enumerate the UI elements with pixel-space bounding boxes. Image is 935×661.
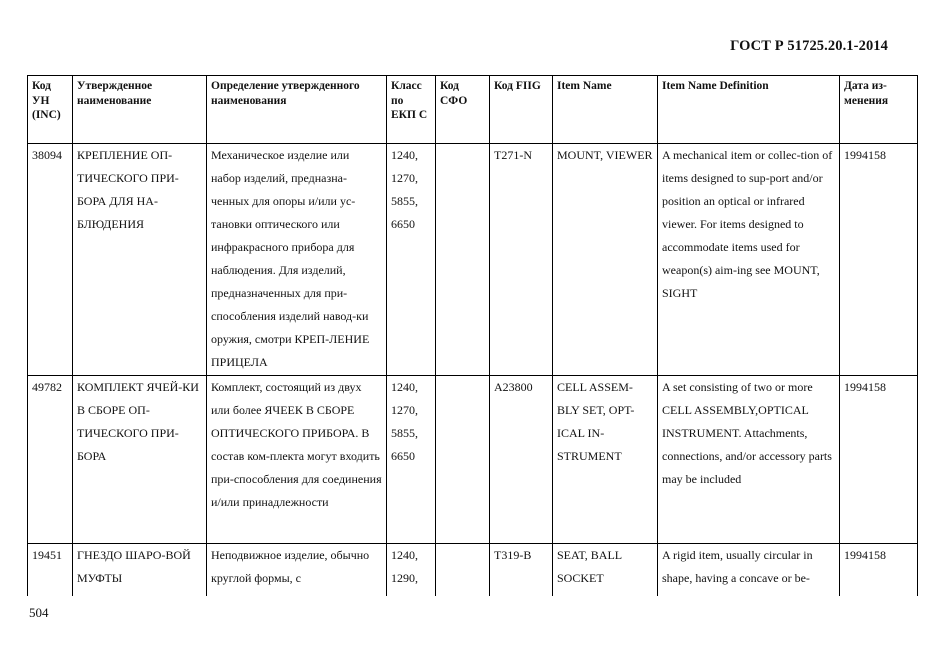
cell-item-definition: A mechanical item or collec-tion of items designed to sup-port and/or position an optical or infrared viewer. For items designed to accommodate items used for weapon(s) aim-ing see MOUNT, SIGHT bbox=[658, 144, 840, 376]
table-row bbox=[28, 144, 918, 376]
cell-date: 1994158 bbox=[840, 144, 918, 376]
cell-definition-ru: Неподвижное изделие, обычно круглой формы, с bbox=[207, 544, 387, 597]
cell-definition-ru: Комплект, состоящий из двух или более ЯЧЕЕК В СБОРЕ ОПТИЧЕСКОГО ПРИБОРА. В состав ком-плекта могут входить при-способления для соединения и/или принадлежности bbox=[207, 376, 387, 544]
cell-code: 49782 bbox=[28, 376, 73, 544]
header-sfo-code: Код СФО bbox=[436, 76, 490, 144]
cell-name-ru: КРЕПЛЕНИЕ ОП-ТИЧЕСКОГО ПРИ-БОРА ДЛЯ НА-БЛЮДЕНИЯ bbox=[73, 144, 207, 376]
header-class: Класс по ЕКП С bbox=[387, 76, 436, 144]
header-item-name: Item Name bbox=[553, 76, 658, 144]
page-number: 504 bbox=[29, 605, 49, 620]
cell-class: 1240, 1270, 5855, 6650 bbox=[387, 144, 436, 376]
cell-item-name: CELL ASSEM-BLY SET, OPT-ICAL IN-STRUMENT bbox=[553, 376, 658, 544]
cell-item-definition: A set consisting of two or more CELL ASSEMBLY,OPTICAL INSTRUMENT. Attachments, connections, and/or accessory parts may be included bbox=[658, 376, 840, 544]
cell-definition-ru: Механическое изделие или набор изделий, предназна-ченных для опоры и/или ус-тановки оптического или инфракрасного прибора для наблюдения. Для изделий, предназначенных для при-способления изделий навод-ки оружия, смотри КРЕП-ЛЕНИЕ ПРИЦЕЛА bbox=[207, 144, 387, 376]
cell-name-ru: КОМПЛЕКТ ЯЧЕЙ-КИ В СБОРЕ ОП-ТИЧЕСКОГО ПРИ-БОРА bbox=[73, 376, 207, 544]
cell-class: 1240, 1290, bbox=[387, 544, 436, 597]
item-name-table bbox=[27, 75, 918, 596]
table-header-row bbox=[28, 76, 918, 144]
header-name-definition: Определение утвержденного наименования bbox=[207, 76, 387, 144]
document-standard-header: ГОСТ Р 51725.20.1-2014 bbox=[730, 38, 888, 54]
table-row bbox=[28, 544, 918, 597]
cell-code: 38094 bbox=[28, 144, 73, 376]
cell-name-ru: ГНЕЗДО ШАРО-ВОЙ МУФТЫ bbox=[73, 544, 207, 597]
cell-sfo bbox=[436, 544, 490, 597]
table-row bbox=[28, 376, 918, 544]
header-inc-code: Код УН (INC) bbox=[28, 76, 73, 144]
cell-item-definition: A rigid item, usually circular in shape, having a concave or be- bbox=[658, 544, 840, 597]
header-change-date: Дата из- менения bbox=[840, 76, 918, 144]
cell-date: 1994158 bbox=[840, 376, 918, 544]
cell-date: 1994158 bbox=[840, 544, 918, 597]
cell-item-name: MOUNT, VIEWER bbox=[553, 144, 658, 376]
cell-sfo bbox=[436, 144, 490, 376]
header-item-name-definition: Item Name Definition bbox=[658, 76, 840, 144]
cell-fiig: A23800 bbox=[490, 376, 553, 544]
header-approved-name: Утвержденное наименование bbox=[73, 76, 207, 144]
cell-fiig: T271-N bbox=[490, 144, 553, 376]
cell-item-name: SEAT, BALL SOCKET bbox=[553, 544, 658, 597]
cell-class: 1240, 1270, 5855, 6650 bbox=[387, 376, 436, 544]
header-fiig-code: Код FIIG bbox=[490, 76, 553, 144]
cell-code: 19451 bbox=[28, 544, 73, 597]
cell-sfo bbox=[436, 376, 490, 544]
cell-fiig: T319-B bbox=[490, 544, 553, 597]
